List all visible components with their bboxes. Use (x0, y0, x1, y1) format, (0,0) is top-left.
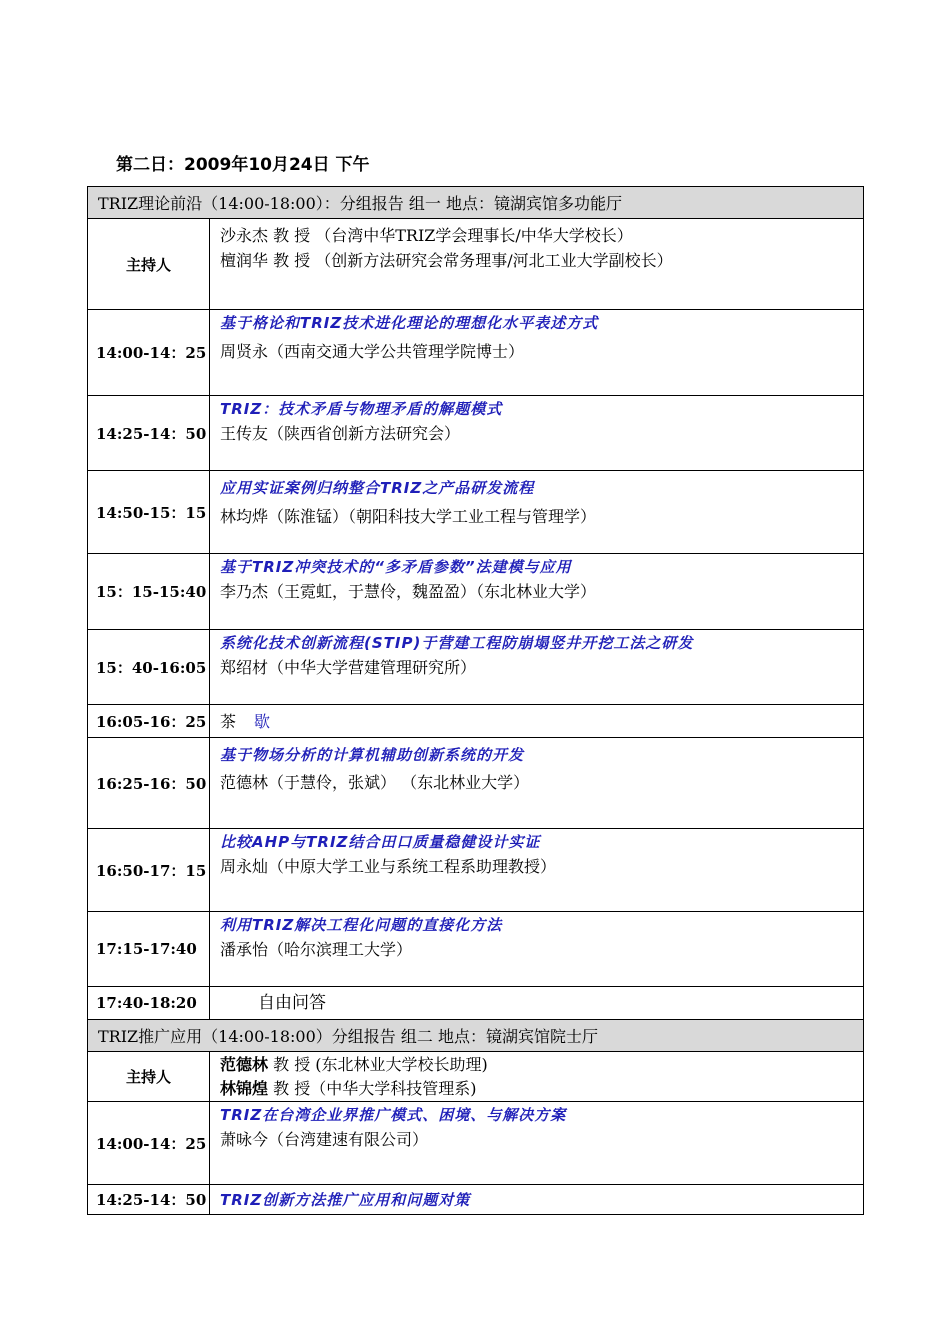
talk-row (88, 1185, 864, 1215)
talk-title: 比较AHP与TRIZ结合田口质量稳健设计实证 (220, 833, 541, 851)
talk-time: 16:25-16：50 (88, 738, 210, 829)
talk-time: 14:25-14：50 (88, 396, 210, 471)
page-title: 第二日：2009年10月24日 下午 (116, 155, 370, 175)
talk-title: 基于格论和TRIZ技术进化理论的理想化水平表述方式 (220, 314, 599, 332)
talk-speaker: 王传友（陕西省创新方法研究会） (220, 424, 461, 443)
host-desc: 教 授（中华大学科技管理系) (268, 1079, 477, 1098)
talk-time: 14:00-14：25 (88, 310, 210, 396)
talk-cell (210, 396, 864, 471)
talk-row (88, 1102, 864, 1185)
talk-time: 15：40-16:05 (88, 630, 210, 705)
host-line: 檀润华 教 授 （创新方法研究会常务理事/河北工业大学副校长） (220, 251, 673, 270)
host-name: 范德林 (220, 1055, 269, 1074)
talk-cell (210, 738, 864, 829)
talk-speaker: 林均烨（陈淮锰）（朝阳科技大学工业工程与管理学） (220, 507, 597, 526)
talk-title: TRIZ创新方法推广应用和问题对策 (220, 1191, 471, 1209)
talk-title: 应用实证案例归纳整合TRIZ之产品研发流程 (220, 479, 535, 497)
talk-title: 基于TRIZ冲突技术的“多矛盾参数”法建模与应用 (220, 558, 572, 576)
talk-speaker: 萧咏今（台湾建速有限公司） (220, 1130, 429, 1149)
host-cell (210, 1052, 864, 1102)
talk-speaker: 周贤永（西南交通大学公共管理学院博士） (220, 342, 525, 361)
talk-cell (210, 1102, 864, 1185)
talk-time: 15：15-15:40 (88, 554, 210, 630)
host-name: 林锦煌 (220, 1079, 269, 1098)
talk-row (88, 738, 864, 829)
talk-row (88, 554, 864, 630)
session-header-row (88, 1020, 864, 1052)
talk-speaker: 范德林（于慧伶，张斌） （东北林业大学） (220, 773, 530, 792)
talk-row (88, 396, 864, 471)
talk-title: 基于物场分析的计算机辅助创新系统的开发 (220, 746, 525, 764)
talk-row (88, 829, 864, 912)
talk-time: 14:25-14：50 (88, 1185, 210, 1215)
session-header: TRIZ推广应用（14:00-18:00）分组报告 组二 地点：镜湖宾馆院士厅 (88, 1020, 864, 1052)
talk-row (88, 310, 864, 396)
talk-time: 14:00-14：25 (88, 1102, 210, 1185)
qa-label: 自由问答 (210, 987, 864, 1020)
talk-title: 系统化技术创新流程(STIP)于营建工程防崩塌竖井开挖工法之研发 (220, 634, 694, 652)
talk-time: 16:50-17：15 (88, 829, 210, 912)
talk-speaker: 周永灿（中原大学工业与系统工程系助理教授） (220, 857, 557, 876)
break-label: 歇 (254, 712, 271, 731)
talk-cell (210, 554, 864, 630)
break-time: 16:05-16：25 (88, 705, 210, 738)
talk-speaker: 李乃杰（王霓虹，于慧伶，魏盈盈）（东北林业大学） (220, 582, 597, 601)
break-label: 茶 (220, 712, 237, 731)
host-row (88, 1052, 864, 1102)
talk-cell (210, 310, 864, 396)
talk-cell (210, 912, 864, 987)
qa-row (88, 987, 864, 1020)
talk-speaker: 郑绍材（中华大学营建管理研究所） (220, 658, 477, 677)
session-header-row (88, 187, 864, 219)
talk-title: 利用TRIZ解决工程化问题的直接化方法 (220, 916, 503, 934)
talk-row (88, 912, 864, 987)
host-line (220, 1077, 863, 1101)
talk-row (88, 630, 864, 705)
talk-speaker: 潘承怡（哈尔滨理工大学） (220, 940, 413, 959)
host-cell (210, 219, 864, 310)
host-line: 沙永杰 教 授 （台湾中华TRIZ学会理事长/中华大学校长） (220, 226, 633, 245)
host-label: 主持人 (88, 1052, 210, 1102)
talk-time: 14:50-15：15 (88, 471, 210, 554)
host-label: 主持人 (88, 219, 210, 310)
host-desc: 教 授 (东北林业大学校长助理) (268, 1055, 488, 1074)
talk-cell (210, 829, 864, 912)
break-cell (210, 705, 864, 738)
host-line (220, 1053, 863, 1077)
talk-title: TRIZ：技术矛盾与物理矛盾的解题模式 (220, 400, 503, 418)
talk-title: TRIZ在台湾企业界推广模式、困境、与解决方案 (220, 1106, 567, 1124)
host-row (88, 219, 864, 310)
schedule-table (87, 186, 864, 1215)
talk-time: 17:15-17:40 (88, 912, 210, 987)
talk-cell (210, 630, 864, 705)
talk-cell (210, 1185, 864, 1215)
talk-cell (210, 471, 864, 554)
break-row (88, 705, 864, 738)
talk-row (88, 471, 864, 554)
qa-time: 17:40-18:20 (88, 987, 210, 1020)
session-header: TRIZ理论前沿（14:00-18:00）：分组报告 组一 地点：镜湖宾馆多功能厅 (88, 187, 864, 219)
